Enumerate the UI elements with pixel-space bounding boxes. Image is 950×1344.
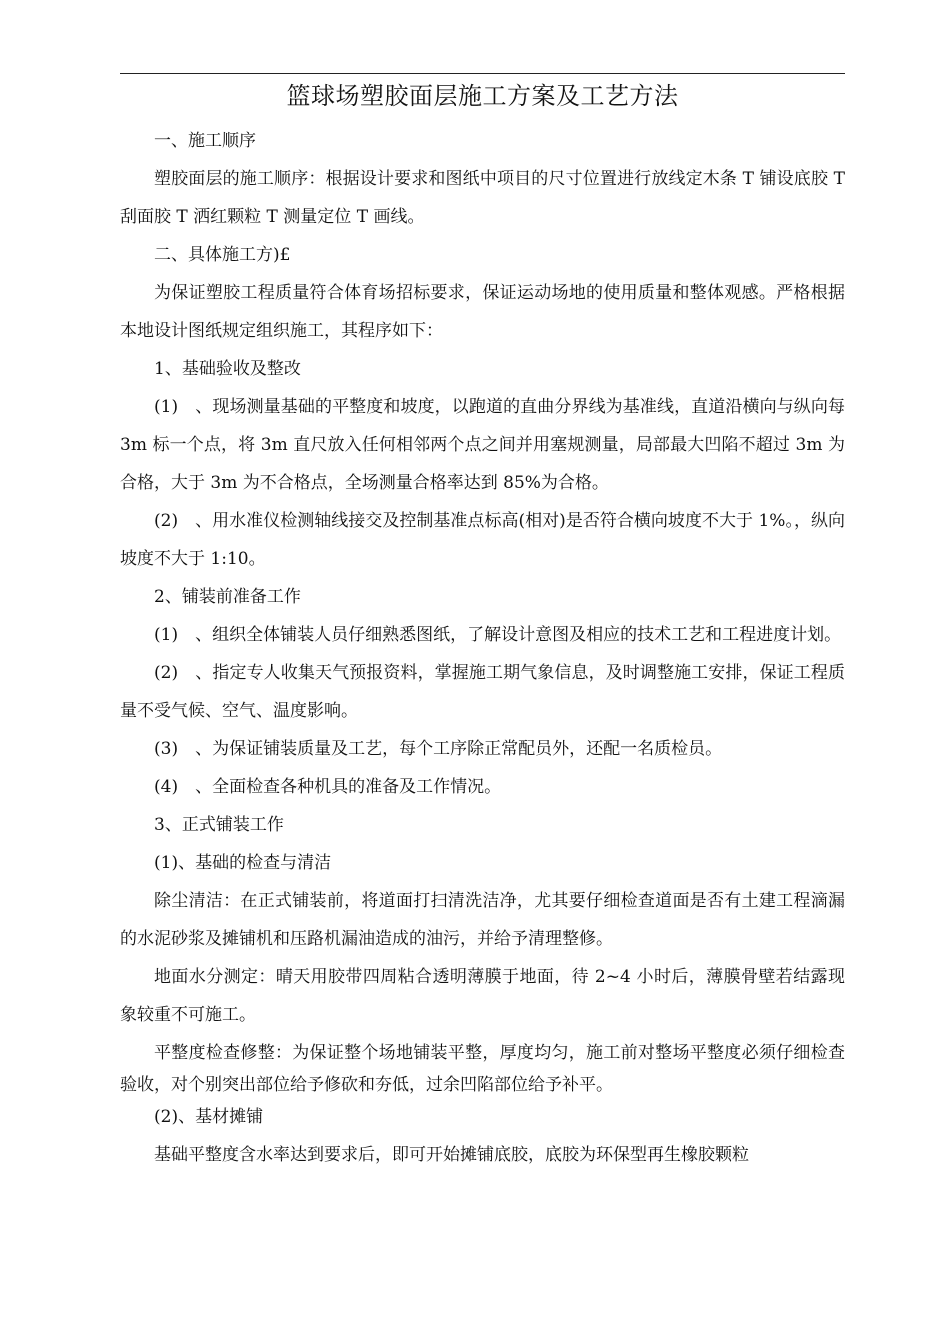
header-rule [120,73,845,74]
list-item: (3) 、为保证铺装质量及工艺，每个工序除正常配员外，还配一名质检员。 [154,739,723,759]
body-paragraph: 除尘清洁：在正式铺装前，将道面打扫清洗洁净，尤其要仔细检查道面是否有土建工程滴漏的水泥砂浆及摊铺机和压路机漏油造成的油污，并给予清理整修。 [120,891,845,949]
subsection-heading: 3、正式铺装工作 [154,815,284,835]
list-item: (4) 、全面检查各种机具的准备及工作情况。 [154,777,502,797]
body-paragraph: 基础平整度含水率达到要求后，即可开始摊铺底胶，底胶为环保型再生橡胶颗粒 [154,1145,749,1165]
subsection-heading: 2、铺装前准备工作 [154,587,301,607]
subsection-heading: 1、基础验收及整改 [154,359,301,379]
list-item: (1)、基础的检查与清洁 [154,853,332,873]
document-body [120,122,845,1174]
section-heading: 二、具体施工方)£ [154,245,291,265]
list-item: (2) 、用水准仪检测轴线接交及控制基准点标高(相对)是否符合横向坡度不大于 1%。，纵向坡度不大于 1:10。 [120,511,845,569]
list-item: (2) 、指定专人收集天气预报资料，掌握施工期气象信息，及时调整施工安排，保证工程质量不受气候、空气、温度影响。 [120,663,845,721]
body-paragraph: 平整度检查修整：为保证整个场地铺装平整，厚度均匀，施工前对整场平整度必须仔细检查验收，对个别突出部位给予修砍和夯低，过余凹陷部位给予补平。 [120,1043,845,1095]
list-item: (2)、基材摊铺 [154,1107,264,1127]
body-paragraph: 塑胶面层的施工顺序：根据设计要求和图纸中项目的尺寸位置进行放线定木条 T 铺设底胶 T 刮面胶 T 洒红颗粒 T 测量定位 T 画线。 [120,169,845,227]
list-item: (1) 、现场测量基础的平整度和坡度，以跑道的直曲分界线为基准线，直道沿横向与纵向每 3m 标一个点，将 3m 直尺放入任何相邻两个点之间并用塞规测量，局部最大凹陷不超过 3m 为合格，大于 3m 为不合格点，全场测量合格率达到 85%为合格。 [120,397,845,493]
body-paragraph: 为保证塑胶工程质量符合体育场招标要求，保证运动场地的使用质量和整体观感。严格根据本地设计图纸规定组织施工，其程序如下： [120,283,845,341]
section-heading: 一、施工顺序 [154,131,256,151]
body-paragraph: 地面水分测定：晴天用胶带四周粘合透明薄膜于地面，待 2~4 小时后，薄膜骨壁若结露现象较重不可施工。 [120,967,845,1025]
document-title: 篮球场塑胶面层施工方案及工艺方法 [286,82,679,110]
list-item: (1) 、组织全体铺装人员仔细熟悉图纸，了解设计意图及相应的技术工艺和工程进度计划。 [154,625,842,645]
